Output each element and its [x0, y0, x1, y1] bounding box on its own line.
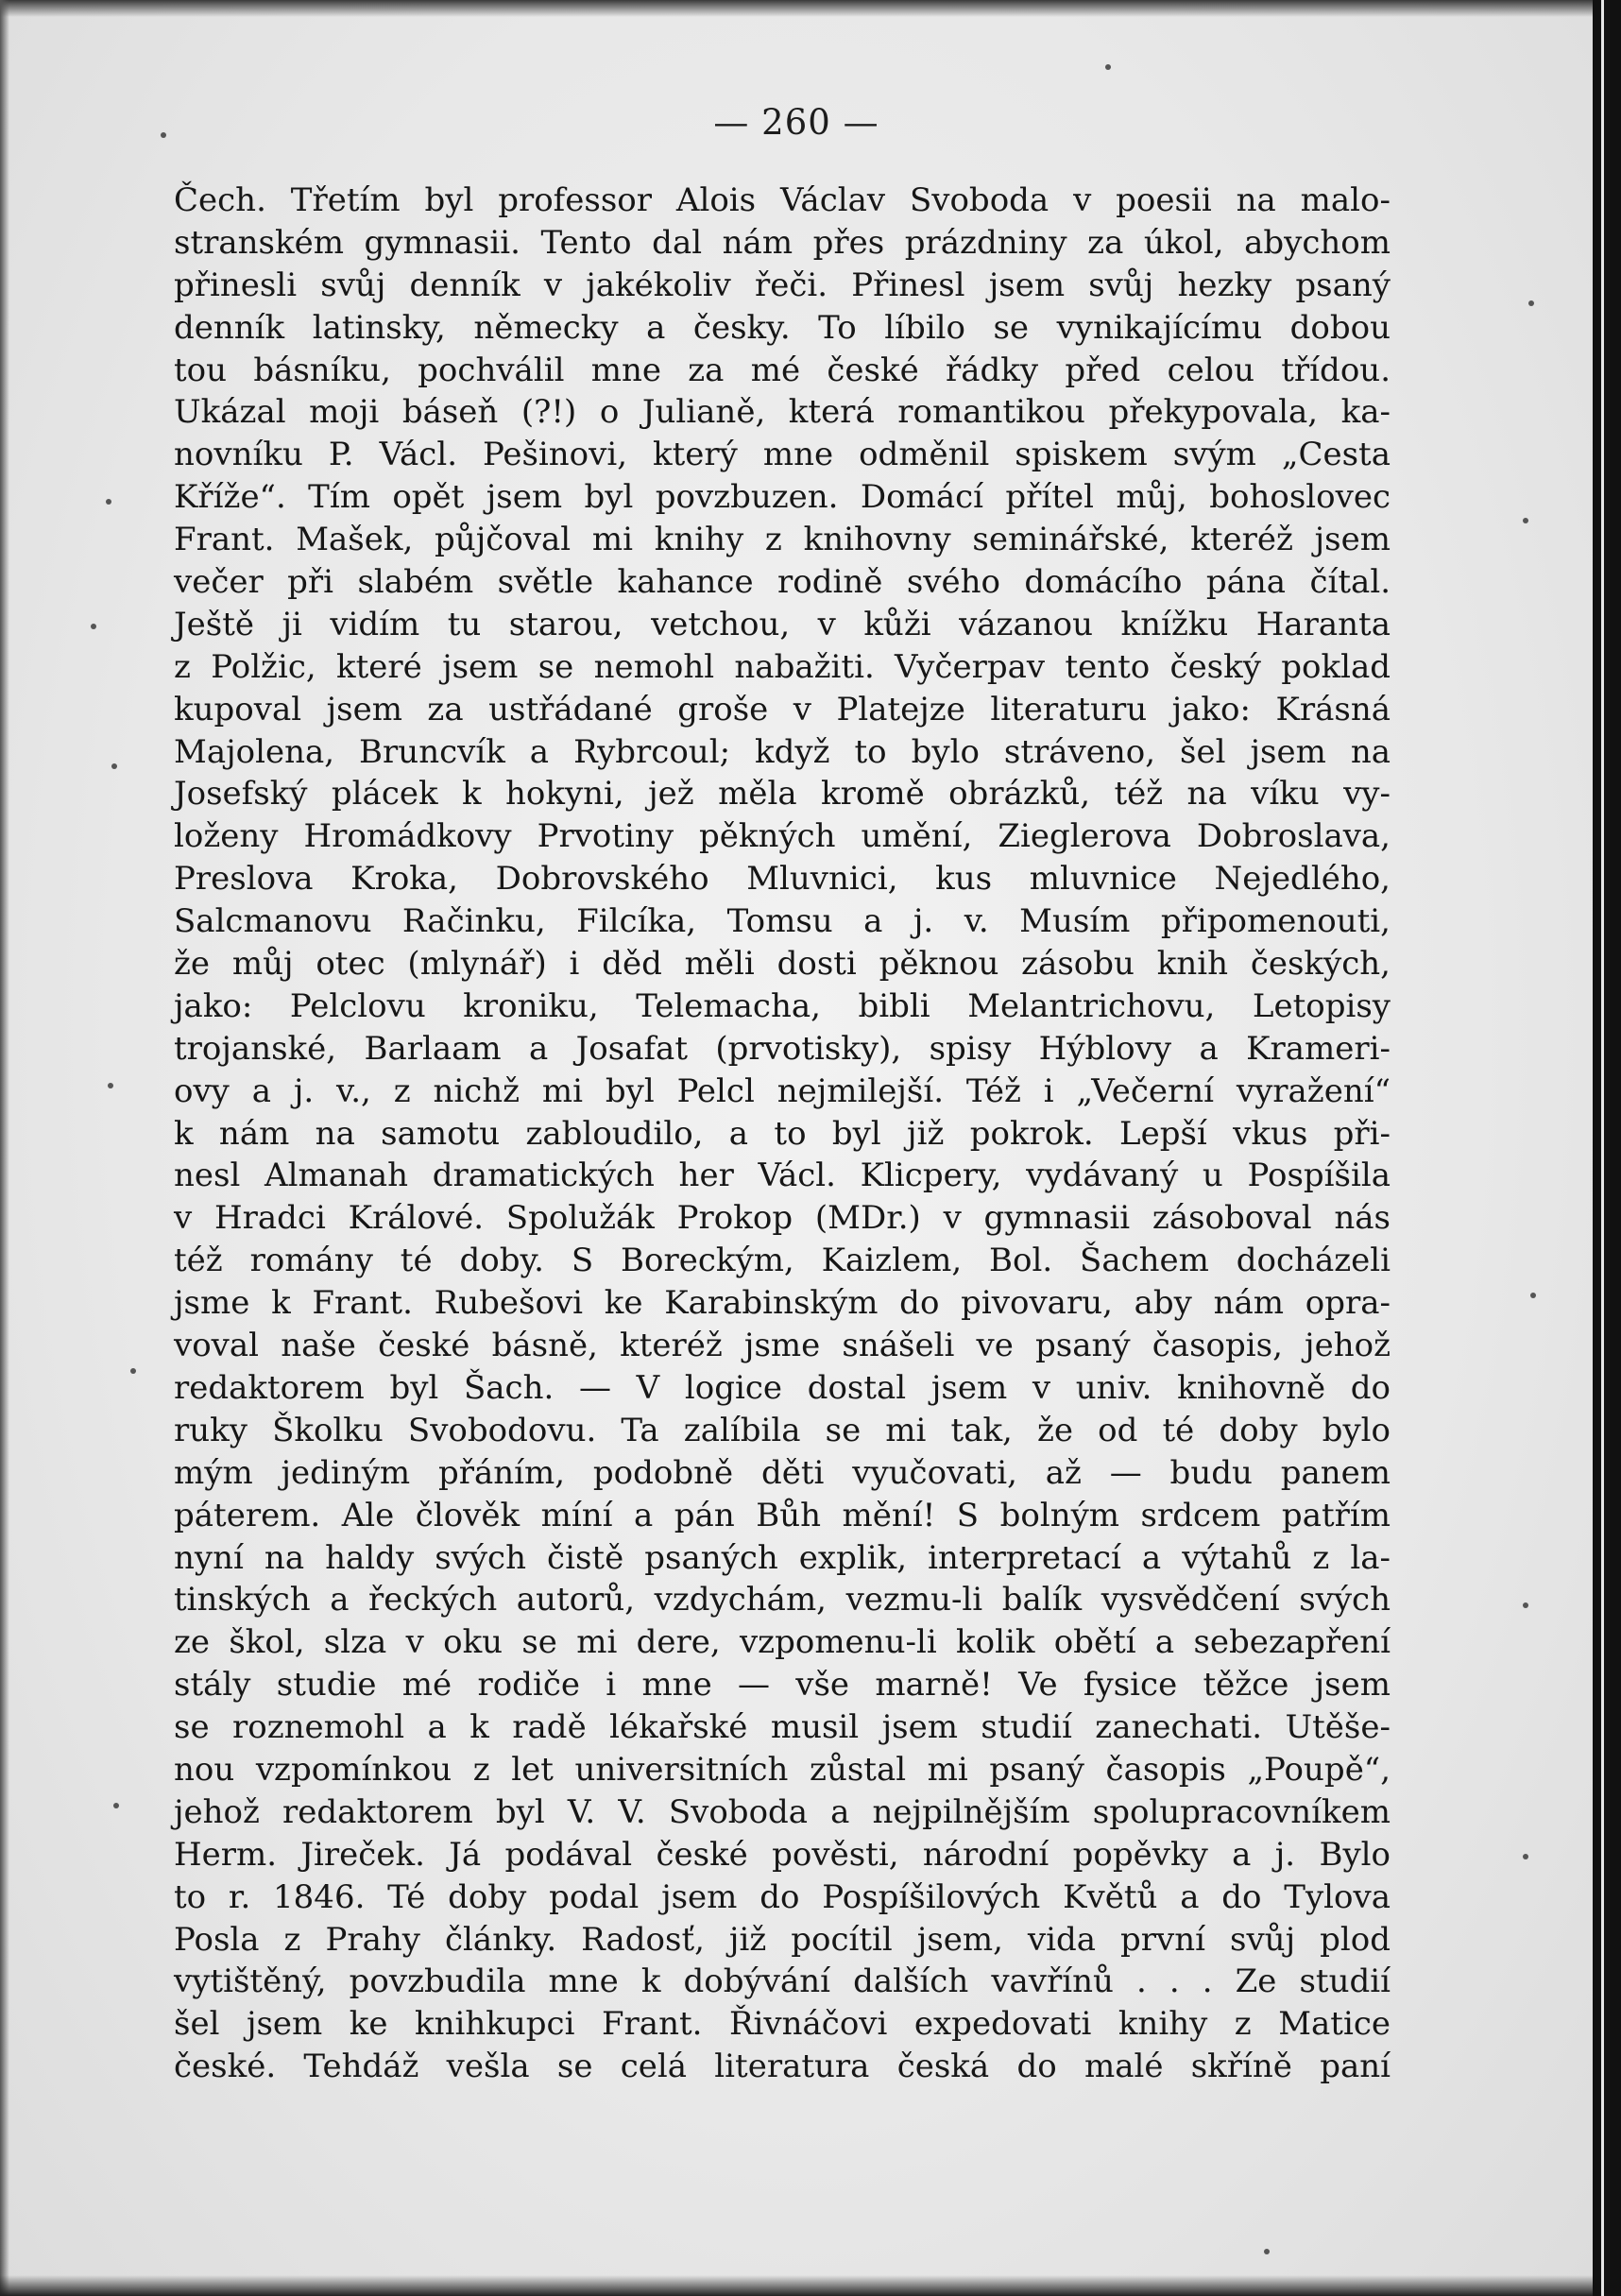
page-number: — 260 — — [713, 102, 879, 143]
page-top-shadow — [0, 0, 1593, 17]
book-spine-gutter — [1593, 0, 1621, 2296]
text-line: jehož redaktorem byl V. V. Svoboda a nejpilnějším spolupracovníkem — [174, 1792, 1391, 1831]
print-speck — [1528, 300, 1534, 306]
text-line: se roznemohl a k radě lékařské musil jsem studií zanechati. Utěše- — [174, 1708, 1391, 1747]
text-line: že můj otec (mlynář) i děd měli dosti pěknou zásobu knih českých, — [174, 945, 1391, 984]
text-line: Preslova Kroka, Dobrovského Mluvnici, kus mluvnice Nejedlého, — [174, 860, 1391, 899]
text-line: loženy Hromádkovy Prvotiny pěkných umění, Zieglerova Dobroslava, — [174, 817, 1391, 856]
text-line: Čech. Třetím byl professor Alois Václav Svoboda v poesii na malo- — [174, 181, 1391, 219]
text-line: denník latinsky, německy a česky. To líbilo se vynikajícímu dobou — [174, 308, 1391, 347]
print-speck — [161, 132, 166, 138]
text-line: kupoval jsem za ustřádané groše v Platejze literaturu jako: Krásná — [174, 690, 1391, 728]
page-left-shadow — [0, 0, 9, 2296]
body-text — [174, 180, 1391, 2088]
gutter-edge-line — [1601, 0, 1604, 2296]
text-line: Josefský plácek k hokyni, jež měla kromě obrázků, též na víku vy- — [174, 775, 1391, 814]
print-speck — [111, 763, 117, 769]
text-line: redaktorem byl Šach. — V logice dostal jsem v univ. knihovně do — [174, 1368, 1391, 1407]
text-line: mým jediným přáním, podobně děti vyučovati, až — budu panem — [174, 1453, 1391, 1492]
text-line: trojanské, Barlaam a Josafat (prvotisky), spisy Hýblovy a Krameri- — [174, 1029, 1391, 1068]
text-line: z Polžic, které jsem se nemohl nabažiti. Vyčerpav tento český poklad — [174, 647, 1391, 686]
text-line: to r. 1846. Té doby podal jsem do Pospíšilových Květů a do Tylova — [174, 1877, 1391, 1916]
print-speck — [1530, 1293, 1536, 1298]
print-speck — [1105, 64, 1111, 70]
text-line: vytištěný, povzbudila mne k dobývání dalších vavřínů . . . Ze studií — [174, 1962, 1391, 2001]
text-line: nesl Almanah dramatických her Václ. Klicpery, vydávaný u Pospíšila — [174, 1157, 1391, 1195]
text-line: Frant. Mašek, půjčoval mi knihy z knihovny seminářské, kteréž jsem — [174, 521, 1391, 559]
text-line: ovy a j. v., z nichž mi byl Pelcl nejmilejší. Též i „Večerní vyražení“ — [174, 1071, 1391, 1110]
text-line: v Hradci Králové. Spolužák Prokop (MDr.) v gymnasii zásoboval nás — [174, 1199, 1391, 1238]
print-speck — [108, 1083, 113, 1088]
page-bottom-shadow — [0, 2275, 1593, 2296]
text-line: tou básníku, pochválil mne za mé české řádky před celou třídou. — [174, 351, 1391, 389]
print-speck — [130, 1368, 136, 1374]
print-speck — [113, 1803, 119, 1808]
text-line: Kříže“. Tím opět jsem byl povzbuzen. Domácí přítel můj, bohoslovec — [174, 478, 1391, 517]
print-speck — [106, 499, 111, 505]
print-speck — [1523, 1602, 1528, 1608]
print-speck — [1523, 518, 1528, 523]
text-line: nyní na haldy svých čistě psaných explik, interpretací a výtahů z la- — [174, 1538, 1391, 1577]
text-line: Ukázal moji báseň (?!) o Julianě, která romantikou překypovala, ka- — [174, 393, 1391, 432]
text-line: večer při slabém světle kahance rodině svého domácího pána čítal. — [174, 563, 1391, 602]
text-line: stály studie mé rodiče i mne — vše marně! Ve fysice těžce jsem — [174, 1666, 1391, 1705]
print-speck — [1264, 2249, 1270, 2254]
text-line: novníku P. Václ. Pešinovi, který mne odměnil spiskem svým „Cesta — [174, 436, 1391, 474]
text-line: ruky Školku Svobodovu. Ta zalíbila se mi tak, že od té doby bylo — [174, 1411, 1391, 1449]
text-line: Herm. Jireček. Já podával české pověsti, národní popěvky a j. Bylo — [174, 1835, 1391, 1874]
text-line: Ještě ji vidím tu starou, vetchou, v kůži vázanou knížku Haranta — [174, 605, 1391, 643]
text-line: páterem. Ale člověk míní a pán Bůh mění! S bolným srdcem patřím — [174, 1496, 1391, 1534]
text-line: tinských a řeckých autorů, vzdychám, vezmu-li balík vysvědčení svých — [174, 1581, 1391, 1619]
text-line: přinesli svůj denník v jakékoliv řeči. Přinesl jsem svůj hezky psaný — [174, 266, 1391, 304]
text-line: nou vzpomínkou z let universitních zůstal mi psaný časopis „Poupě“, — [174, 1750, 1391, 1789]
text-line: Salcmanovu Račinku, Filcíka, Tomsu a j. v. Musím připomenouti, — [174, 902, 1391, 941]
text-line: jako: Pelclovu kroniku, Telemacha, bibli Melantrichovu, Letopisy — [174, 986, 1391, 1025]
text-line: jsme k Frant. Rubešovi ke Karabinským do pivovaru, aby nám opra- — [174, 1284, 1391, 1323]
print-speck — [1523, 1854, 1528, 1859]
print-speck — [91, 624, 96, 629]
text-line: Posla z Prahy články. Radosť, již pocítil jsem, vida první svůj plod — [174, 1920, 1391, 1959]
text-line: též romány té doby. S Boreckým, Kaizlem, Bol. Šachem docházeli — [174, 1242, 1391, 1280]
text-line: stranském gymnasii. Tento dal nám přes prázdniny za úkol, abychom — [174, 223, 1391, 262]
text-line: šel jsem ke knihkupci Frant. Řivnáčovi expedovati knihy z Matice — [174, 2005, 1391, 2044]
text-line: voval naše české básně, kteréž jsme snášeli ve psaný časopis, jehož — [174, 1327, 1391, 1365]
text-line: k nám na samotu zabloudilo, a to byl již pokrok. Lepší vkus při- — [174, 1114, 1391, 1153]
text-line: ze škol, slza v oku se mi dere, vzpomenu-li kolik obětí a sebezapření — [174, 1623, 1391, 1662]
text-line: Majolena, Bruncvík a Rybrcoul; když to bylo stráveno, šel jsem na — [174, 732, 1391, 771]
text-line: české. Tehdáž vešla se celá literatura česká do malé skříně paní — [174, 2048, 1391, 2086]
